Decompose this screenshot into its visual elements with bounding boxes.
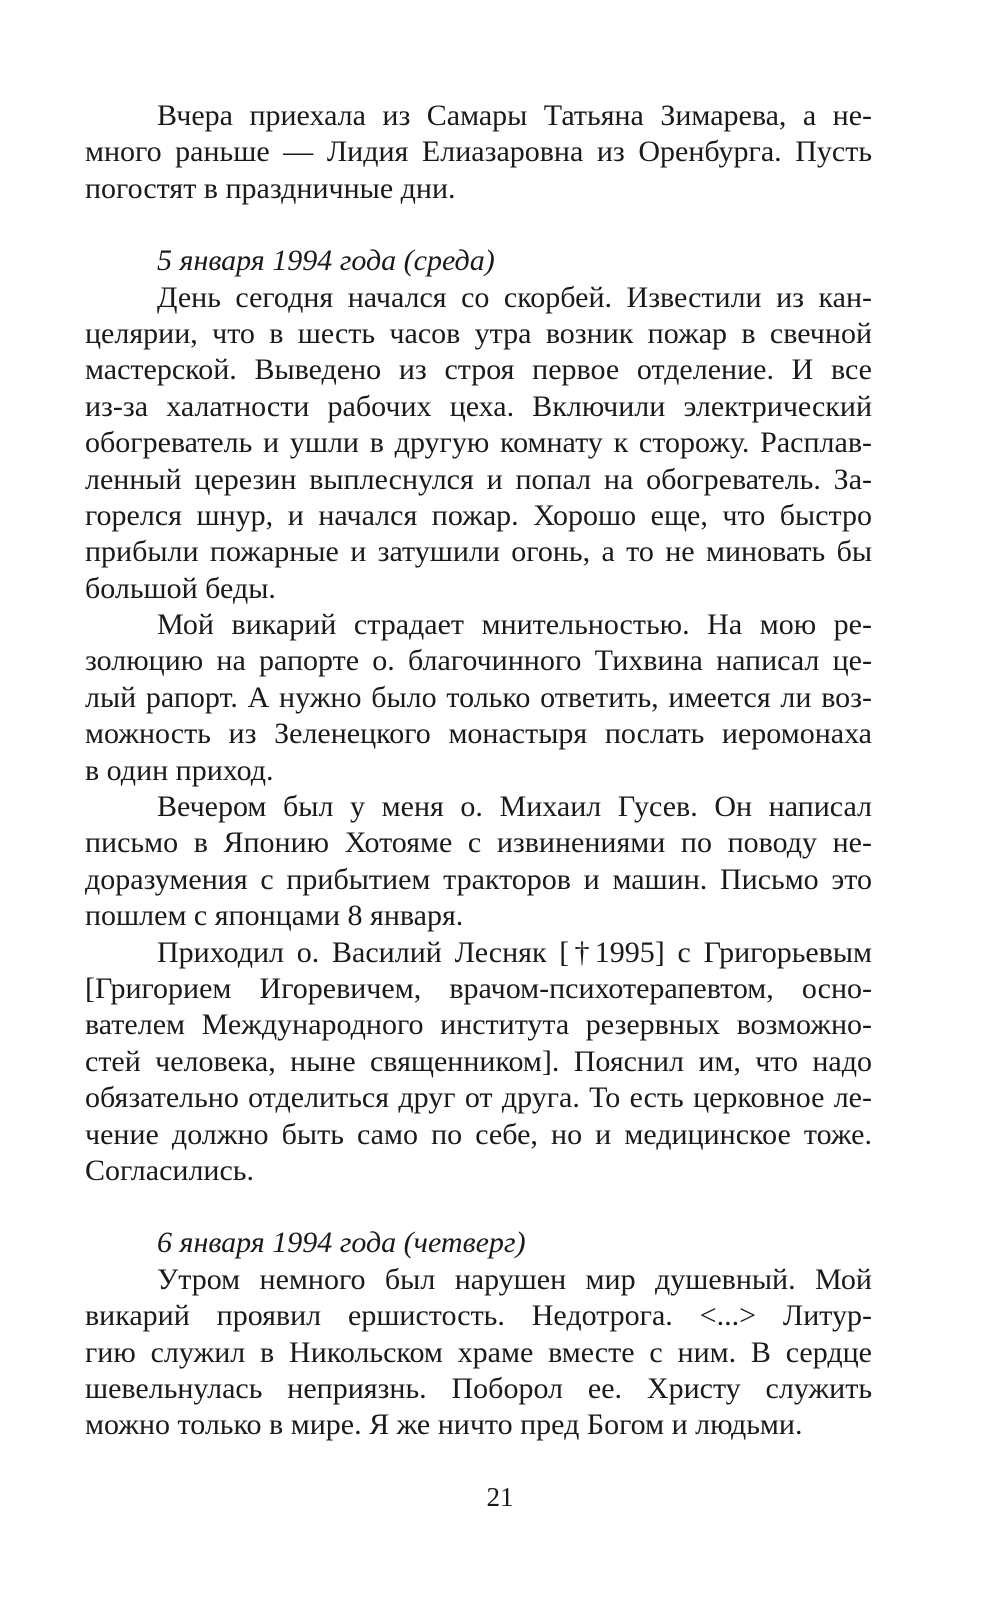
section-gap: [85, 1189, 872, 1225]
paragraph: [85, 789, 872, 935]
paragraph: [85, 935, 872, 1190]
page-body: [85, 98, 872, 1444]
diary-entry-jan6: [85, 1225, 872, 1443]
text-line: лый рапорт. А нужно было только ответить, имеется ли воз-: [85, 680, 872, 714]
text-line: шевельнулась неприязнь. Поборол ее. Христу служить: [85, 1371, 872, 1405]
entry-heading: 5 января 1994 года (среда): [157, 244, 495, 278]
text-line: горелся шнур, и начался пожар. Хорошо еще, что быстро: [85, 498, 872, 532]
text-line: можность из Зеленецкого монастыря послать иеромонаха: [85, 717, 872, 751]
paragraph: [85, 1262, 872, 1444]
entry-heading: 6 января 1994 года (четверг): [157, 1226, 526, 1260]
text-line: прибыли пожарные и затушили огонь, а то не миновать бы: [85, 535, 872, 569]
text-line: вателем Международного института резервных возможно-: [85, 1008, 872, 1042]
page-number: 21: [486, 1482, 514, 1512]
text-line: можно только в мире. Я же ничто пред Богом и людьми.: [85, 1408, 803, 1442]
text-line: Утром немного был нарушен мир душевный. Мой: [157, 1262, 872, 1296]
text-line: Согласились.: [85, 1153, 254, 1187]
text-line: из-за халатности рабочих цеха. Включили электрический: [85, 389, 872, 423]
text-line: стей человека, ныне священником]. Пояснил им, что надо: [85, 1044, 872, 1078]
text-line: письмо в Японию Хотояме с извинениями по поводу не-: [85, 826, 872, 860]
paragraph-intro: [85, 98, 872, 207]
text-line: ленный церезин выплеснулся и попал на обогреватель. За-: [85, 462, 872, 496]
text-line: Вечером был у меня о. Михаил Гусев. Он написал: [157, 790, 872, 824]
text-line: Вчера приехала из Самары Татьяна Зимарева, а не-: [157, 99, 872, 132]
text-line: гию служил в Никольском храме вместе с ним. В сердце: [85, 1335, 872, 1369]
paragraph: [85, 280, 872, 608]
text-line: мастерской. Выведено из строя первое отделение. И все: [85, 353, 872, 387]
text-line: пошлем с японцами 8 января.: [85, 899, 464, 933]
diary-entry-jan5: [85, 243, 872, 1189]
text-line: Приходил о. Василий Лесняк [†1995] с Григорьевым: [157, 935, 872, 969]
section-gap: [85, 207, 872, 243]
paragraph: [85, 607, 872, 789]
text-line: погостят в праздничные дни.: [85, 171, 456, 205]
text-line: Мой викарий страдает мнительностью. На мою ре-: [157, 608, 872, 642]
text-line: [Григорием Игоревичем, врачом-психотерапевтом, осно-: [85, 971, 872, 1005]
text-line: большой беды.: [85, 571, 276, 605]
text-line: в один приход.: [85, 753, 274, 787]
text-line: доразумения с прибытием тракторов и машин. Письмо это: [85, 862, 872, 896]
text-line: золюцию на рапорте о. благочинного Тихвина написал це-: [85, 644, 872, 678]
text-line: чение должно быть само по себе, но и медицинское тоже.: [85, 1117, 872, 1151]
text-line: День сегодня начался со скорбей. Известили из кан-: [157, 280, 872, 314]
text-line: обогреватель и ушли в другую комнату к сторожу. Расплав-: [85, 426, 872, 460]
text-line: обязательно отделиться друг от друга. То есть церковное ле-: [85, 1081, 872, 1115]
text-line: целярии, что в шесть часов утра возник пожар в свечной: [85, 316, 872, 350]
text-line: много раньше — Лидия Елиазаровна из Оренбурга. Пусть: [85, 135, 872, 169]
text-line: викарий проявил ершистость. Недотрога. <...> Литур-: [85, 1299, 872, 1333]
